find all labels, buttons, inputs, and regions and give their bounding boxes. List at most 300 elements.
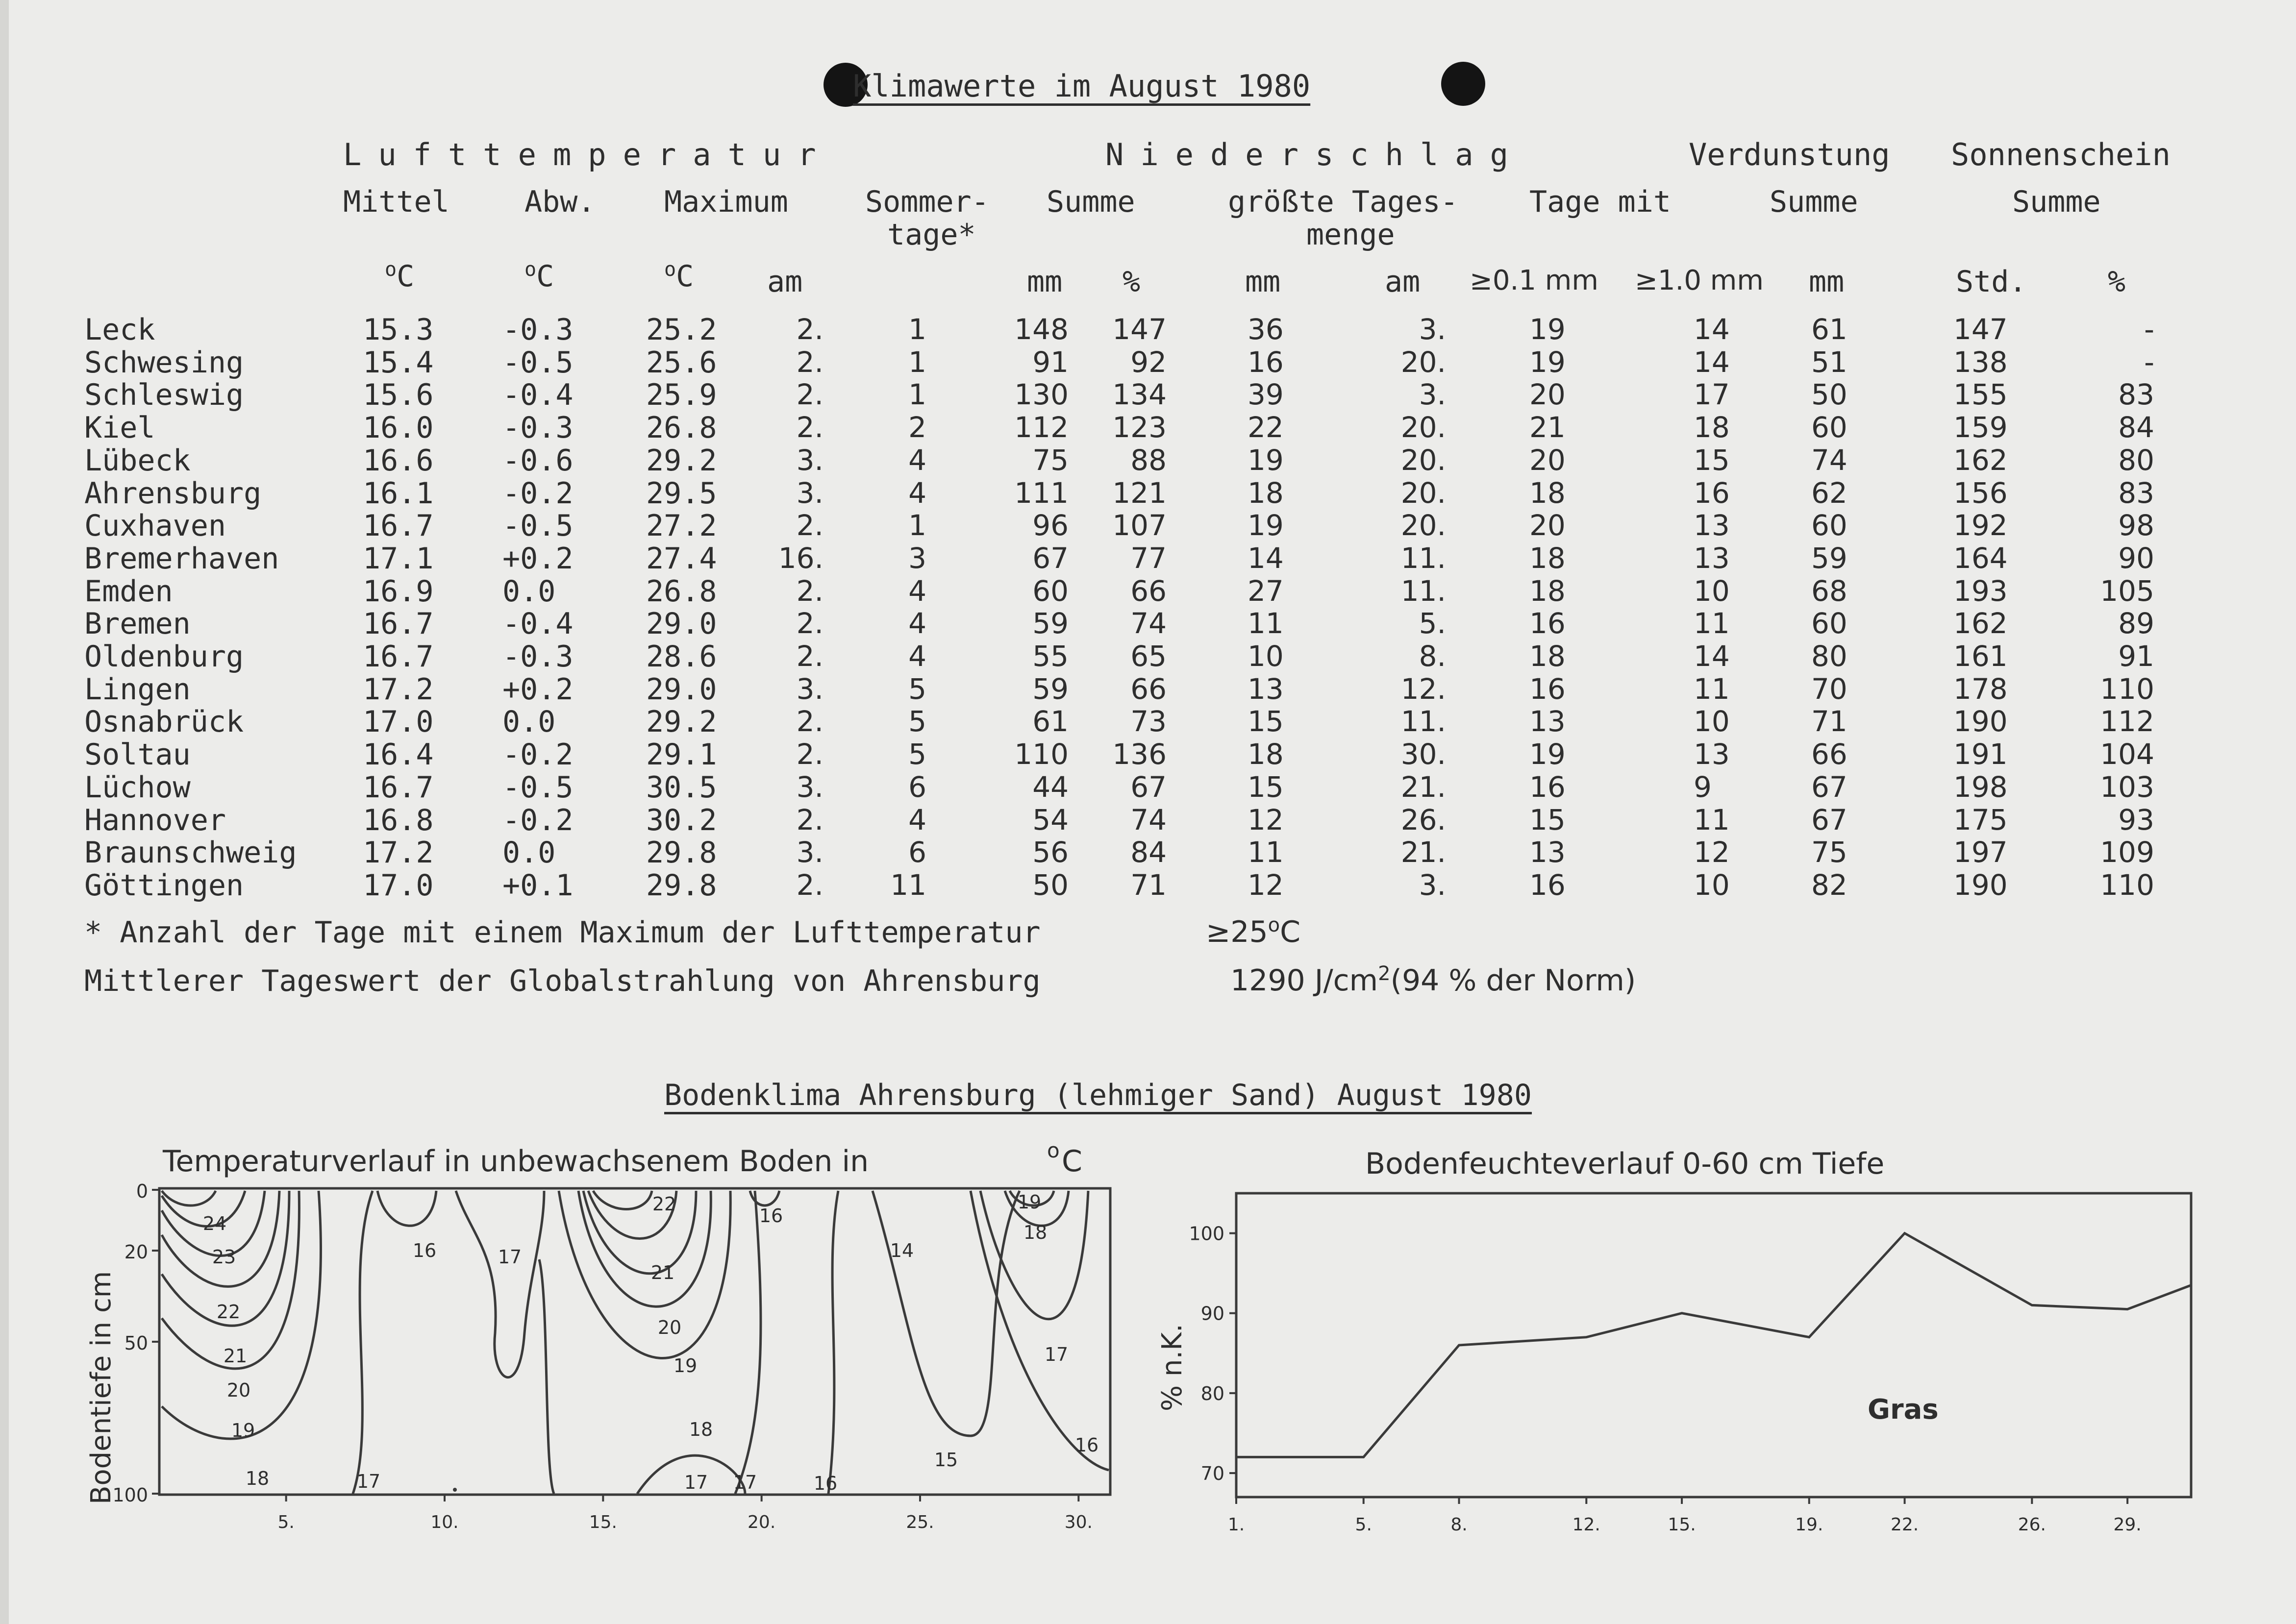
cell-tage01: 18	[1529, 476, 1566, 510]
y-tick-label: 100	[1189, 1223, 1224, 1245]
cell-sonne-pct: 80	[2118, 443, 2154, 477]
y-tick-label: 90	[1200, 1303, 1224, 1325]
cell-max: 25.6	[646, 345, 717, 380]
isotherm-label: 20	[657, 1317, 682, 1338]
isotherm-label: 20	[226, 1379, 251, 1401]
cell-max-am: 2.	[796, 803, 824, 837]
cell-sonne-pct: 104	[2100, 738, 2154, 771]
cell-groesste-mm: 11	[1248, 836, 1284, 869]
soil-moisture-series-line	[1236, 1233, 2191, 1457]
cell-verd-mm: 70	[1811, 672, 1847, 706]
cell-sommertage: 4	[908, 607, 926, 640]
isotherm-label: 16	[759, 1205, 783, 1227]
y-tick-label: 70	[1200, 1463, 1224, 1485]
cell-max: 29.2	[646, 705, 717, 739]
subheader-maximum: Maximum	[664, 185, 788, 219]
cell-summe-mm: 67	[1032, 541, 1069, 575]
cell-groesste-am: 30.	[1400, 738, 1446, 771]
cell-tage10: 18	[1694, 411, 1730, 444]
cell-groesste-mm: 10	[1248, 640, 1284, 673]
cell-sonne-std: 162	[1953, 443, 2008, 477]
cell-groesste-mm: 12	[1248, 868, 1284, 902]
isotherm-label: 19	[1017, 1191, 1042, 1213]
cell-max: 29.1	[646, 738, 717, 772]
cell-sonne-std: 155	[1953, 378, 2008, 411]
x-tick-label: 15.	[589, 1512, 617, 1532]
cell-summe-mm: 148	[1014, 313, 1069, 346]
cell-tage10: 10	[1694, 705, 1730, 738]
cell-summe-mm: 91	[1032, 345, 1069, 379]
cell-sonne-std: 197	[1953, 836, 2008, 869]
cell-sommertage: 11	[890, 868, 926, 902]
cell-mittel: 16.8	[363, 803, 434, 837]
subheader-mittel: Mittel	[343, 185, 449, 219]
cell-mittel: 16.4	[363, 738, 434, 772]
header-verdunstung: Verdunstung	[1689, 137, 1890, 172]
cell-mittel: 16.1	[363, 476, 434, 511]
cell-summe-mm: 59	[1032, 672, 1069, 706]
cell-groesste-am: 11.	[1400, 705, 1446, 738]
x-tick-label: 10.	[430, 1512, 459, 1532]
soil-moisture-points	[1236, 1233, 2192, 1457]
subheader-summe-sonne: Summe	[2012, 185, 2101, 219]
cell-sommertage: 5	[908, 705, 926, 738]
cell-summe-pct: 71	[1130, 868, 1167, 902]
cell-tage10: 14	[1694, 640, 1730, 673]
cell-tage10: 15	[1694, 443, 1730, 477]
isotherm-label: 17	[733, 1472, 757, 1493]
cell-sonne-pct: 105	[2100, 574, 2154, 608]
cell-sonne-pct: 109	[2100, 836, 2154, 869]
cell-sommertage: 5	[908, 738, 926, 771]
cell-sommertage: 6	[908, 770, 926, 804]
y-tick-label: 100	[112, 1484, 148, 1506]
degree-mark: o	[1268, 914, 1280, 936]
unit-am-groesste: am	[1385, 265, 1421, 299]
cell-name: Schleswig	[84, 378, 244, 412]
cell-abw: 0.0	[502, 574, 556, 609]
unit-am-temp: am	[767, 265, 803, 299]
unit-ge-10: ≥1.0 mm	[1635, 265, 1764, 296]
cell-mittel: 15.3	[363, 313, 434, 347]
cell-abw: -0.3	[502, 313, 574, 347]
isotherm-label: 24	[202, 1213, 227, 1234]
cell-mittel: 15.4	[363, 345, 434, 380]
cell-mittel: 16.7	[363, 640, 434, 674]
cell-groesste-mm: 22	[1248, 411, 1284, 444]
subheader-abw: Abw.	[524, 185, 596, 219]
cell-sonne-pct: 89	[2118, 607, 2154, 640]
cell-groesste-am: 12.	[1400, 672, 1446, 706]
cell-sommertage: 4	[908, 640, 926, 673]
y-tick-label: 80	[1200, 1382, 1224, 1404]
cell-sonne-std: 162	[1953, 607, 2008, 640]
cell-groesste-mm: 19	[1248, 443, 1284, 477]
subheader-groesste-tagesmenge-1: größte Tages-	[1228, 185, 1458, 219]
cell-tage10: 10	[1694, 574, 1730, 608]
header-niederschlag: Niederschlag	[1105, 137, 1525, 172]
gs-value-rest: (94 % der Norm)	[1390, 963, 1636, 998]
stray-dot	[453, 1488, 457, 1492]
cell-sonne-pct: -	[2144, 313, 2154, 346]
isotherm-17a	[353, 1191, 373, 1494]
cell-groesste-am: 5.	[1419, 607, 1446, 640]
cell-max-am: 2.	[796, 313, 824, 346]
cell-max: 26.8	[646, 411, 717, 445]
cell-name: Lingen	[84, 672, 191, 707]
cell-summe-pct: 123	[1112, 411, 1167, 444]
cell-abw: +0.1	[502, 868, 574, 903]
cell-groesste-am: 26.	[1400, 803, 1446, 837]
subheader-sommertage-2: tage*	[887, 218, 976, 252]
cell-groesste-mm: 19	[1248, 509, 1284, 542]
cell-sonne-std: 191	[1953, 738, 2008, 771]
x-tick-label: 12.	[1572, 1515, 1600, 1535]
cell-max: 25.9	[646, 378, 717, 412]
isotherm-16a	[377, 1191, 436, 1226]
cell-sonne-pct: 91	[2118, 640, 2154, 673]
cell-abw: +0.2	[502, 541, 574, 576]
cell-abw: -0.6	[502, 443, 574, 478]
cell-verd-mm: 60	[1811, 411, 1847, 444]
cell-summe-mm: 50	[1032, 868, 1069, 902]
cell-verd-mm: 50	[1811, 378, 1847, 411]
cell-groesste-am: 20.	[1400, 443, 1446, 477]
cell-abw: +0.2	[502, 672, 574, 707]
cell-sommertage: 6	[908, 836, 926, 869]
x-tick-label: 22.	[1890, 1515, 1919, 1535]
cell-verd-mm: 68	[1811, 574, 1847, 608]
cell-groesste-am: 11.	[1400, 574, 1446, 608]
cell-mittel: 17.2	[363, 672, 434, 707]
cell-summe-mm: 110	[1014, 738, 1069, 771]
cell-tage10: 11	[1694, 607, 1730, 640]
cell-max-am: 2.	[796, 345, 824, 379]
cell-verd-mm: 80	[1811, 640, 1847, 673]
x-tick-label: 30.	[1064, 1512, 1093, 1532]
isotherm-label: 16	[813, 1473, 838, 1494]
cell-mittel: 16.7	[363, 509, 434, 543]
header-lufttemperatur: Lufttemperatur	[343, 137, 833, 172]
footnote-sommertage: * Anzahl der Tage mit einem Maximum der Lufttemperatur	[84, 915, 1041, 950]
cell-sonne-pct: 103	[2100, 770, 2154, 804]
cell-name: Braunschweig	[84, 836, 297, 870]
cell-max: 29.5	[646, 476, 717, 511]
cell-verd-mm: 60	[1811, 607, 1847, 640]
cell-verd-mm: 74	[1811, 443, 1847, 477]
cell-tage01: 18	[1529, 541, 1566, 575]
cell-name: Emden	[84, 574, 173, 609]
cell-name: Bremerhaven	[84, 541, 279, 576]
cell-verd-mm: 75	[1811, 836, 1847, 869]
cell-groesste-mm: 13	[1248, 672, 1284, 706]
cell-mittel: 17.0	[363, 705, 434, 739]
cell-max: 28.6	[646, 640, 717, 674]
cell-tage01: 19	[1529, 345, 1566, 379]
cell-max-am: 2.	[796, 509, 824, 542]
soil-temperature-x-ticks	[277, 1495, 1092, 1532]
cell-tage10: 10	[1694, 868, 1730, 902]
footnote-globalstrahlung: Mittlerer Tageswert der Globalstrahlung von Ahrensburg	[84, 964, 1041, 998]
cell-sonne-std: 161	[1953, 640, 2008, 673]
cell-max: 27.2	[646, 509, 717, 543]
cell-tage01: 19	[1529, 313, 1566, 346]
cell-tage01: 13	[1529, 836, 1566, 869]
unit-ge-01: ≥0.1 mm	[1470, 265, 1598, 296]
cell-abw: -0.3	[502, 411, 574, 445]
cell-abw: -0.5	[502, 770, 574, 805]
cell-sommertage: 2	[908, 411, 926, 444]
cell-groesste-mm: 18	[1248, 476, 1284, 510]
cell-summe-mm: 55	[1032, 640, 1069, 673]
cell-abw: -0.5	[502, 345, 574, 380]
cell-sonne-std: 198	[1953, 770, 2008, 804]
subheader-summe-niederschlag: Summe	[1047, 185, 1135, 219]
cell-tage01: 16	[1529, 607, 1566, 640]
cell-summe-mm: 60	[1032, 574, 1069, 608]
unit-c: C	[536, 259, 554, 294]
cell-name: Lübeck	[84, 443, 191, 478]
subheader-tage-mit: Tage mit	[1529, 185, 1671, 219]
x-tick-label: 19.	[1795, 1515, 1823, 1535]
soil-moisture-frame	[1236, 1193, 2191, 1497]
x-tick-label: 1.	[1227, 1515, 1245, 1535]
isotherm-16c	[828, 1191, 838, 1494]
cell-verd-mm: 60	[1811, 509, 1847, 542]
cell-summe-mm: 96	[1032, 509, 1069, 542]
cell-abw: 0.0	[502, 705, 556, 739]
cell-tage01: 20	[1529, 378, 1566, 411]
cell-name: Lüchow	[84, 770, 191, 805]
isotherm-24a	[162, 1191, 216, 1206]
cell-mittel: 17.2	[363, 836, 434, 870]
cell-mittel: 16.9	[363, 574, 434, 609]
cell-tage10: 12	[1694, 836, 1730, 869]
cell-sommertage: 1	[908, 509, 926, 542]
cell-max-am: 2.	[796, 705, 824, 738]
cell-groesste-am: 3.	[1419, 313, 1446, 346]
cell-groesste-am: 8.	[1419, 640, 1446, 673]
x-tick-label: 8.	[1450, 1515, 1468, 1535]
cell-summe-pct: 65	[1130, 640, 1167, 673]
cell-max-am: 2.	[796, 868, 824, 902]
cell-summe-mm: 44	[1032, 770, 1069, 804]
cell-max: 29.8	[646, 868, 717, 903]
cell-tage10: 11	[1694, 672, 1730, 706]
cell-sonne-std: 156	[1953, 476, 2008, 510]
cell-mittel: 17.1	[363, 541, 434, 576]
cell-name: Ahrensburg	[84, 476, 262, 511]
soil-moisture-y-ticks	[1189, 1223, 1236, 1484]
cell-name: Göttingen	[84, 868, 244, 903]
cell-summe-mm: 75	[1032, 443, 1069, 477]
isotherm-label: 23	[212, 1246, 236, 1268]
cell-summe-pct: 84	[1130, 836, 1167, 869]
cell-max-am: 16.	[778, 541, 824, 575]
soil-temperature-chart	[85, 1138, 1110, 1532]
cell-summe-pct: 136	[1112, 738, 1167, 771]
cell-max: 29.0	[646, 607, 717, 641]
cell-summe-pct: 74	[1130, 803, 1167, 837]
cell-groesste-mm: 39	[1248, 378, 1284, 411]
isotherm-label: 21	[650, 1262, 675, 1283]
soil-moisture-ylabel: % n.K.	[1156, 1324, 1188, 1411]
unit-c: C	[676, 259, 694, 294]
cell-summe-pct: 107	[1112, 509, 1167, 542]
unit-mm-verdunstung: mm	[1809, 265, 1845, 299]
cell-mittel: 16.7	[363, 770, 434, 805]
cell-abw: -0.4	[502, 607, 574, 641]
cell-tage01: 15	[1529, 803, 1566, 837]
isotherm-label: 17	[1044, 1344, 1069, 1365]
soil-moisture-chart	[1156, 1147, 2192, 1535]
cell-max-am: 2.	[796, 607, 824, 640]
cell-summe-mm: 130	[1014, 378, 1069, 411]
cell-sonne-std: 159	[1953, 411, 2008, 444]
isotherm-lines	[162, 1191, 1109, 1494]
cell-groesste-mm: 16	[1248, 345, 1284, 379]
cell-sommertage: 4	[908, 803, 926, 837]
cell-sommertage: 4	[908, 476, 926, 510]
cell-summe-mm: 59	[1032, 607, 1069, 640]
threshold-value: ≥25	[1206, 915, 1268, 949]
isotherm-label: 21	[223, 1345, 248, 1367]
isotherm-22b	[593, 1191, 652, 1209]
unit-mm-summe: mm	[1027, 265, 1063, 299]
cell-groesste-am: 20.	[1400, 345, 1446, 379]
cell-sonne-std: 147	[1953, 313, 2008, 346]
cell-tage10: 11	[1694, 803, 1730, 837]
cell-sonne-std: 164	[1953, 541, 2008, 575]
cell-sonne-pct: 98	[2118, 509, 2154, 542]
cell-abw: -0.5	[502, 509, 574, 543]
cell-mittel: 16.6	[363, 443, 434, 478]
cell-verd-mm: 71	[1811, 705, 1847, 738]
cell-sommertage: 5	[908, 672, 926, 706]
section-title-bodenklima: Bodenklima Ahrensburg (lehmiger Sand) August 1980	[664, 1078, 1532, 1112]
cell-groesste-mm: 15	[1248, 705, 1284, 738]
cell-max: 26.8	[646, 574, 717, 609]
cell-max-am: 3.	[796, 476, 824, 510]
isotherm-17c	[539, 1259, 554, 1494]
cell-sonne-pct: 83	[2118, 476, 2154, 510]
cell-abw: 0.0	[502, 836, 556, 870]
subheader-summe-verdunstung: Summe	[1770, 185, 1858, 219]
cell-sonne-pct: 90	[2118, 541, 2154, 575]
x-tick-label: 25.	[906, 1512, 934, 1532]
cell-groesste-am: 20.	[1400, 476, 1446, 510]
cell-verd-mm: 62	[1811, 476, 1847, 510]
cell-tage10: 14	[1694, 313, 1730, 346]
cell-groesste-mm: 18	[1248, 738, 1284, 771]
cell-sonne-pct: -	[2144, 345, 2154, 379]
y-tick-label: 50	[124, 1332, 148, 1354]
cell-groesste-am: 21.	[1400, 836, 1446, 869]
gs-exponent: 2	[1378, 962, 1391, 985]
cell-verd-mm: 66	[1811, 738, 1847, 771]
soil-moisture-title: Bodenfeuchteverlauf 0-60 cm Tiefe	[1365, 1147, 1885, 1181]
cell-mittel: 16.7	[363, 607, 434, 641]
isotherm-label: 18	[1023, 1222, 1048, 1243]
soil-moisture-x-ticks	[1228, 1497, 2142, 1535]
cell-tage01: 18	[1529, 574, 1566, 608]
cell-groesste-am: 21.	[1400, 770, 1446, 804]
cell-summe-pct: 92	[1130, 345, 1167, 379]
isotherm-label: 19	[231, 1420, 255, 1441]
isotherm-label: 17	[684, 1472, 708, 1493]
cell-max-am: 2.	[796, 411, 824, 444]
isotherm-label: 16	[412, 1240, 437, 1261]
cell-sonne-std: 190	[1953, 705, 2008, 738]
unit-mm-groesste: mm	[1245, 265, 1281, 299]
series-label-gras: Gras	[1868, 1394, 1939, 1426]
cell-sonne-std: 175	[1953, 803, 2008, 837]
unit-pct-summe: %	[1123, 265, 1141, 299]
cell-tage01: 16	[1529, 672, 1566, 706]
cell-tage01: 19	[1529, 738, 1566, 771]
cell-max-am: 3.	[796, 770, 824, 804]
isotherm-18a	[162, 1191, 321, 1439]
cell-summe-pct: 77	[1130, 541, 1167, 575]
cell-sonne-std: 192	[1953, 509, 2008, 542]
subheader-sommertage-1: Sommer-	[865, 185, 989, 219]
cell-max: 30.2	[646, 803, 717, 837]
isotherm-label: 22	[216, 1301, 241, 1323]
cell-tage10: 9	[1694, 770, 1712, 804]
cell-summe-mm: 54	[1032, 803, 1069, 837]
cell-groesste-mm: 12	[1248, 803, 1284, 837]
cell-max: 25.2	[646, 313, 717, 347]
cell-summe-pct: 66	[1130, 574, 1167, 608]
unit-c: C	[1280, 915, 1301, 949]
cell-summe-pct: 147	[1112, 313, 1167, 346]
cell-groesste-mm: 14	[1248, 541, 1284, 575]
cell-name: Schwesing	[84, 345, 244, 380]
cell-tage10: 13	[1694, 509, 1730, 542]
cell-summe-pct: 88	[1130, 443, 1167, 477]
cell-max: 30.5	[646, 770, 717, 805]
soil-temperature-title: Temperaturverlauf in unbewachsenem Boden in	[163, 1144, 869, 1179]
cell-name: Oldenburg	[84, 640, 244, 674]
cell-summe-mm: 56	[1032, 836, 1069, 869]
cell-verd-mm: 51	[1811, 345, 1847, 379]
x-tick-label: 5.	[277, 1512, 295, 1532]
cell-max: 29.0	[646, 672, 717, 707]
cell-verd-mm: 59	[1811, 541, 1847, 575]
cell-summe-mm: 61	[1032, 705, 1069, 738]
degree-mark: o	[664, 258, 676, 281]
cell-verd-mm: 67	[1811, 803, 1847, 837]
cell-sonne-std: 138	[1953, 345, 2008, 379]
unit-pct-sonne: %	[2108, 265, 2126, 299]
cell-max-am: 3.	[796, 836, 824, 869]
cell-summe-pct: 73	[1130, 705, 1167, 738]
x-tick-label: 29.	[2113, 1515, 2142, 1535]
cell-groesste-mm: 11	[1248, 607, 1284, 640]
cell-max-am: 2.	[796, 574, 824, 608]
cell-mittel: 15.6	[363, 378, 434, 412]
cell-max-am: 3.	[796, 443, 824, 477]
unit-std: Std.	[1956, 265, 2027, 299]
cell-tage10: 17	[1694, 378, 1730, 411]
cell-mittel: 16.0	[363, 411, 434, 445]
cell-summe-mm: 112	[1014, 411, 1069, 444]
cell-sonne-pct: 83	[2118, 378, 2154, 411]
isotherm-label: 17	[356, 1471, 381, 1492]
cell-groesste-am: 11.	[1400, 541, 1446, 575]
y-tick-label: 0	[136, 1181, 148, 1202]
cell-groesste-am: 20.	[1400, 509, 1446, 542]
